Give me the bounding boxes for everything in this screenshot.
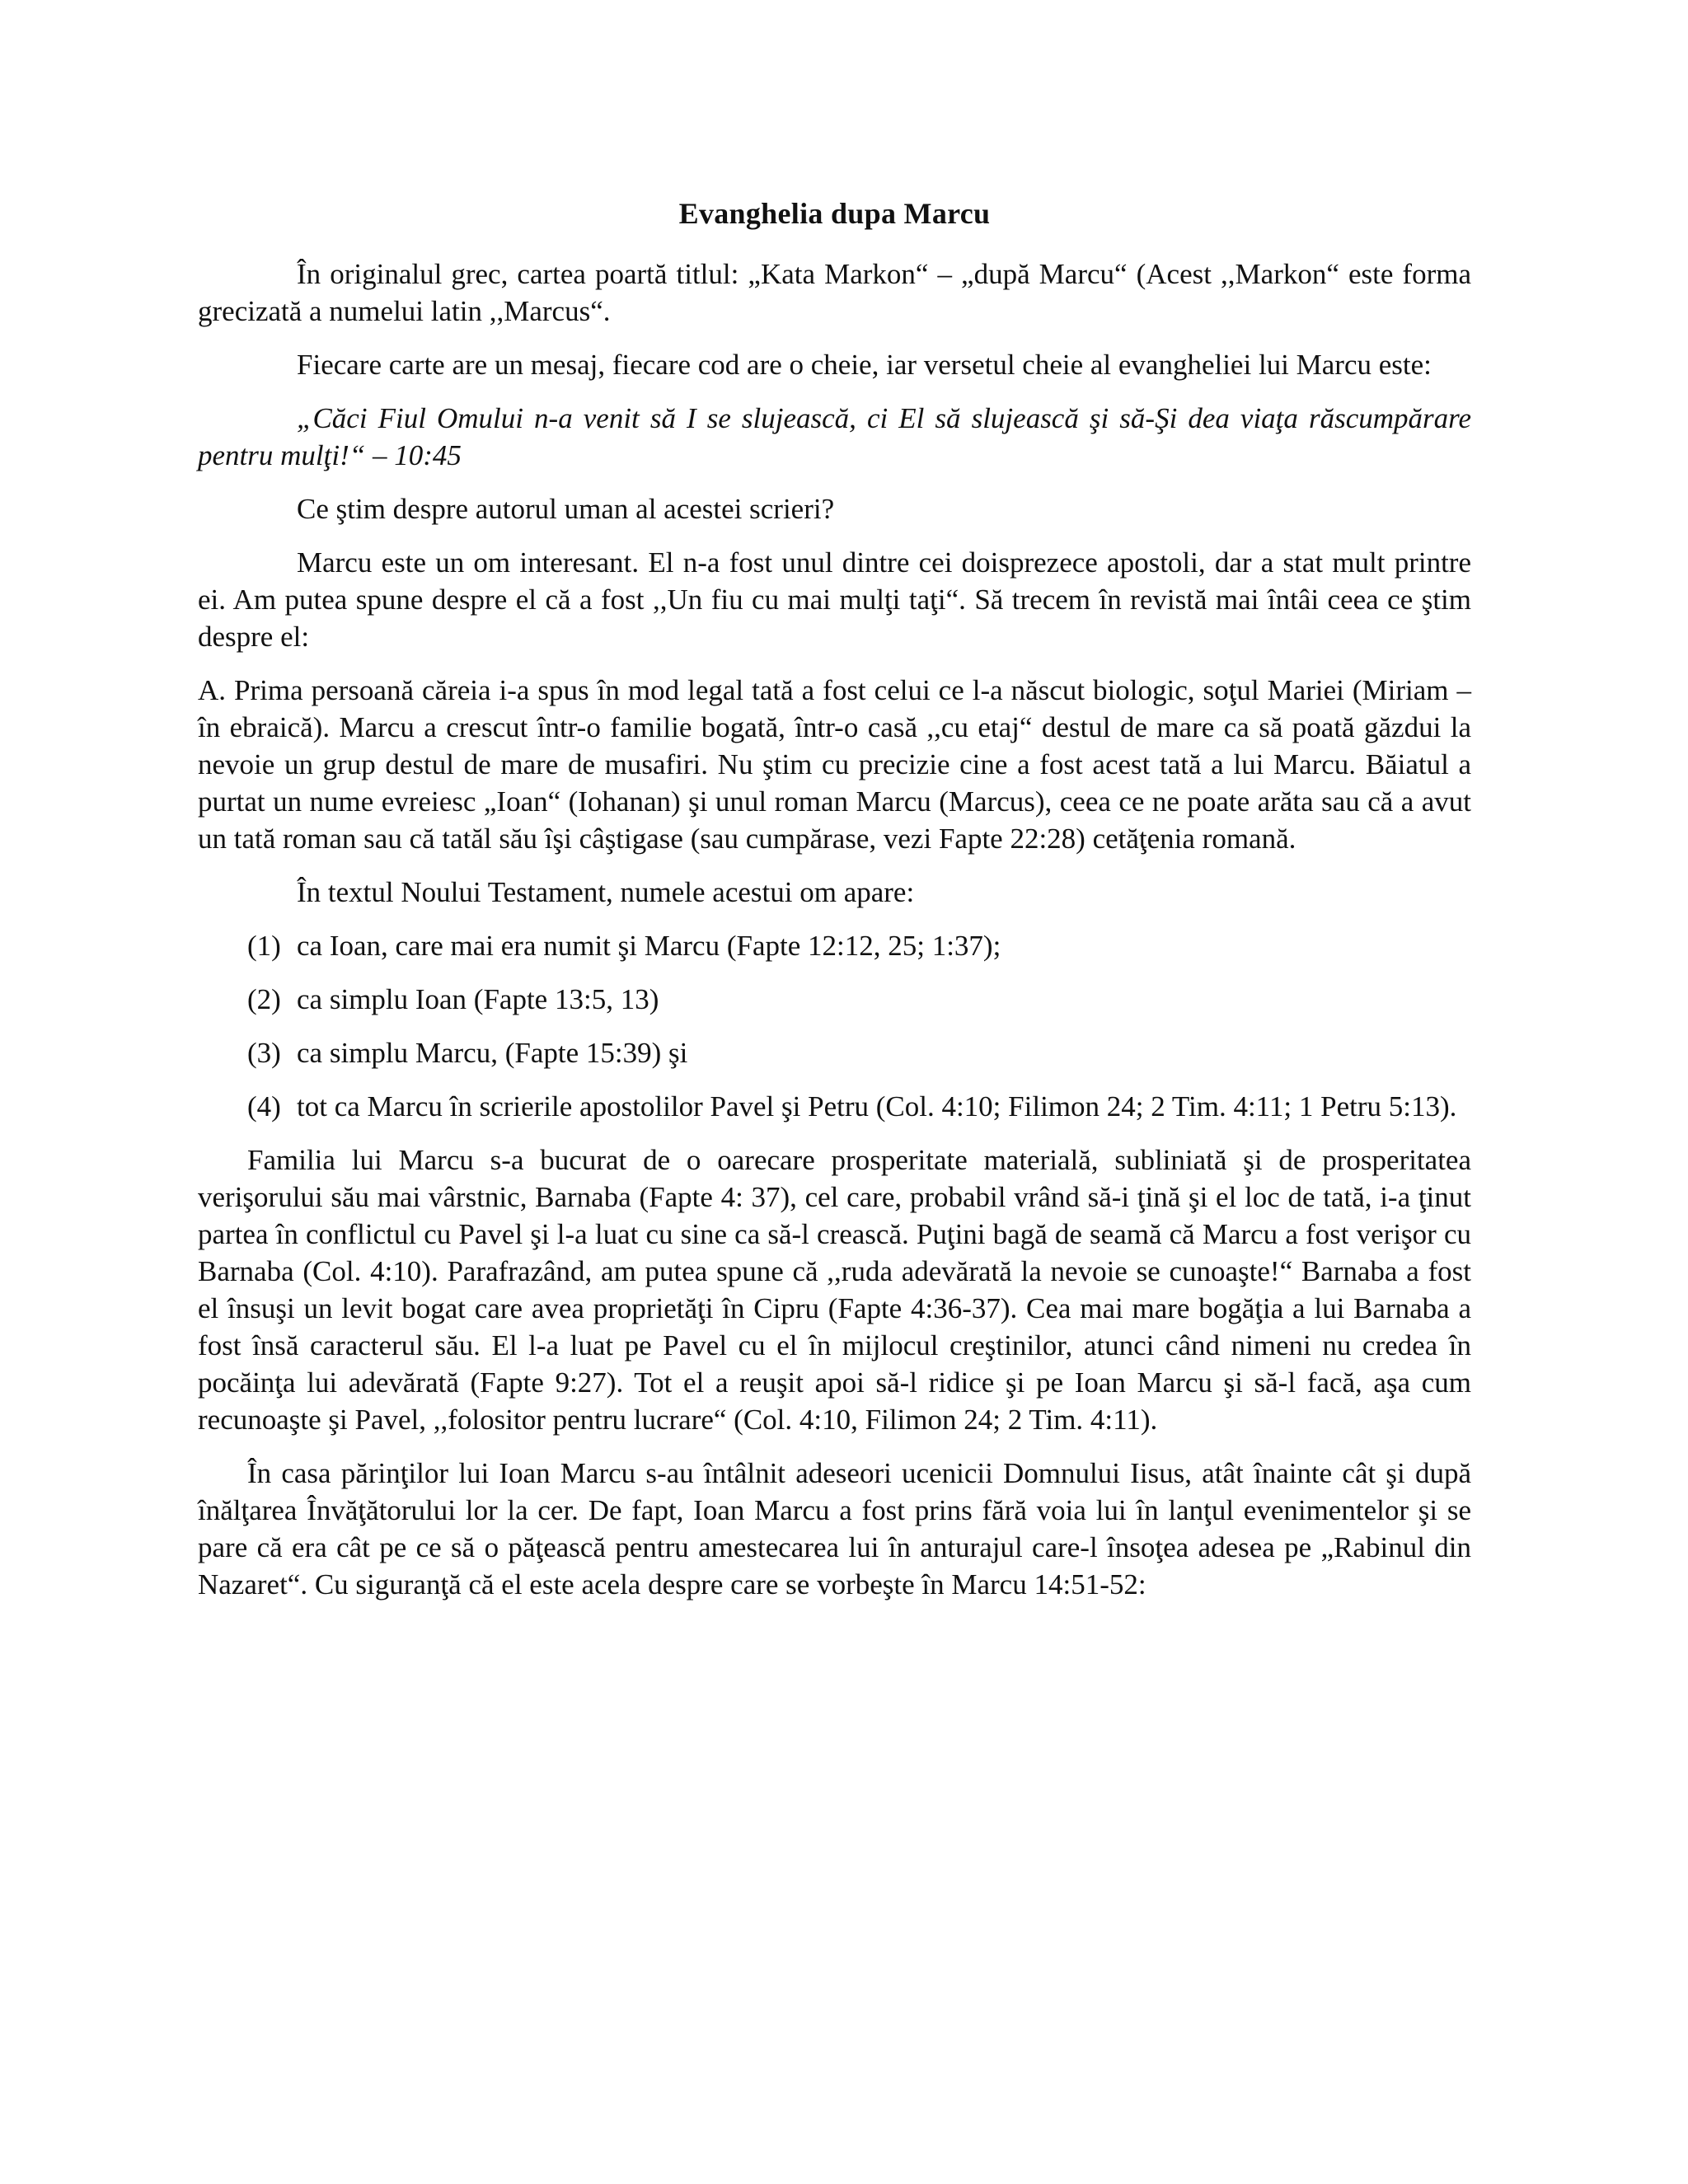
list-item xyxy=(247,927,1471,964)
paragraph-family-prosperity: Familia lui Marcu s-a bucurat de o oarecare prosperitate materială, subliniată şi de prosperitatea verişorului său mai vârstnic, Barnaba (Fapte 4: 37), cel care, probabil vrând să-i ţină şi el loc de tată, i-a ţinut partea în conflictul cu Pavel şi l-a luat cu sine ca să-l crească. Puţini bagă de seamă că Marcu a fost verişor cu Barnaba (Col. 4:10). Parafrazând, am putea spune că ,,ruda adevărată la nevoie se cunoaşte!“ Barnaba a fost el însuşi un levit bogat care avea proprietăţi în Cipru (Fapte 4:36-37). Cea mai mare bogăţia a lui Barnaba a fost însă caracterul său. El l-a luat pe Pavel cu el în mijlocul creştinilor, atunci când nimeni nu credea în pocăinţa lui adevărată (Fapte 9:27). Tot el a reuşit apoi să-l ridice şi pe Ioan Marcu şi să-l facă, aşa cum recunoaşte şi Pavel, ,,folositor pentru lucrare“ (Col. 4:10, Filimon 24; 2 Tim. 4:11). xyxy=(198,1144,1471,1436)
list-item xyxy=(247,1088,1471,1125)
paragraph-name-appearances: În textul Noului Testament, numele acestui om apare: xyxy=(297,876,915,908)
document-page xyxy=(198,194,1471,1619)
paragraph-author-question: Ce ştim despre autorul uman al acestei scrieri? xyxy=(297,493,835,525)
document-title: Evanghelia dupa Marcu xyxy=(678,197,991,230)
paragraph-point-a: A. Prima persoană căreia i-a spus în mod legal tată a fost celui ce l-a născut biologic, soţul Mariei (Miriam – în ebraică). Marcu a crescut într-o familie bogată, într-o casă ,,cu etaj“ destul de mare ca să poată găzdui la nevoie un grup destul de mare de musafiri. Nu ştim cu precizie cine a fost acest tată a lui Marcu. Băiatul a purtat un nume evreiesc „Ioan“ (Iohanan) şi unul roman Marcu (Marcus), ceea ce ne poate arăta sau că a avut un tată roman sau că tatăl său îşi câştigase (sau cumpărase, vezi Fapte 22:28) cetăţenia romană. xyxy=(198,674,1471,855)
list-item-text: ca simplu Ioan (Fapte 13:5, 13) xyxy=(297,983,659,1015)
paragraph-original-title: În originalul grec, cartea poartă titlul: „Kata Markon“ – „după Marcu“ (Acest ,,Markon“ este forma grecizată a numelui latin ,,Marcus“. xyxy=(198,258,1471,327)
list-item-text: ca simplu Marcu, (Fapte 15:39) şi xyxy=(297,1037,688,1069)
list-item-number: (4) xyxy=(247,1090,281,1122)
list-item-number: (2) xyxy=(247,983,281,1015)
list-item-number: (1) xyxy=(247,930,281,962)
list-item xyxy=(247,1034,1471,1071)
name-appearances-list xyxy=(247,927,1471,1125)
key-verse-quote: „Căci Fiul Omului n-a venit să I se slujească, ci El să slujească şi să-Şi dea viaţa răscumpărare pentru mulţi!“ – 10:45 xyxy=(198,402,1471,471)
list-item-text: ca Ioan, care mai era numit şi Marcu (Fapte 12:12, 25; 1:37); xyxy=(297,930,1001,962)
list-item-text: tot ca Marcu în scrierile apostolilor Pavel şi Petru (Col. 4:10; Filimon 24; 2 Tim. 4:11; 1 Petru 5:13). xyxy=(297,1090,1457,1122)
paragraph-marcu-intro: Marcu este un om interesant. El n-a fost unul dintre cei doisprezece apostoli, dar a stat mult printre ei. Am putea spune despre el că a fost ,,Un fiu cu mai mulţi taţi“. Să trecem în revistă mai întâi ceea ce ştim despre el: xyxy=(198,546,1471,653)
paragraph-key-verse-intro: Fiecare carte are un mesaj, fiecare cod are o cheie, iar versetul cheie al evangheliei lui Marcu este: xyxy=(297,349,1432,381)
list-item-number: (3) xyxy=(247,1037,281,1069)
list-item xyxy=(247,981,1471,1018)
paragraph-parents-house: În casa părinţilor lui Ioan Marcu s-au întâlnit adeseori ucenicii Domnului Iisus, atât înainte cât şi după înălţarea Învăţătorului lor la cer. De fapt, Ioan Marcu a fost prins fără voia lui în lanţul evenimentelor şi se pare că era cât pe ce să o păţească pentru amestecarea lui în anturajul care-l însoţea adesea pe „Rabinul din Nazaret“. Cu siguranţă că el este acela despre care se vorbeşte în Marcu 14:51-52: xyxy=(198,1457,1471,1601)
